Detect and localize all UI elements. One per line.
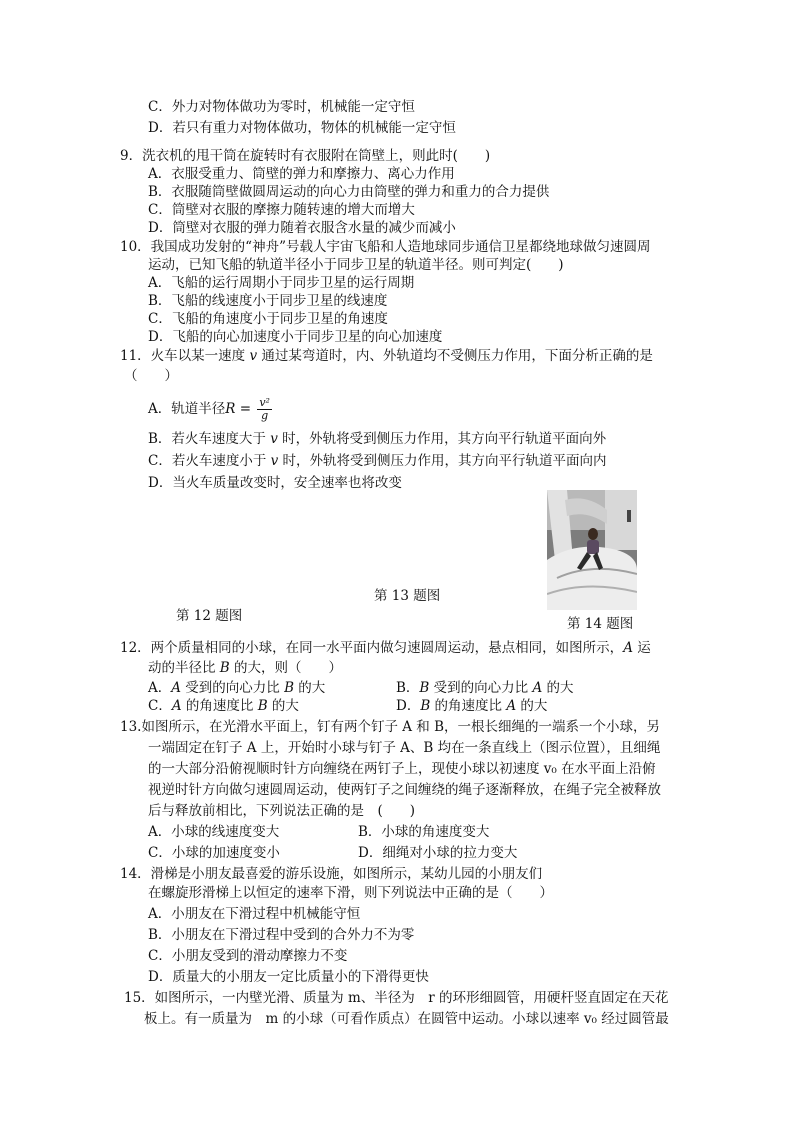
q8-option-c: C．外力对物体做功为零时，机械能一定守恒: [148, 99, 415, 115]
q15-stem-line1: 15．如图所示，一内壁光滑、质量为 m、半径为 r 的环形细圆管，用硬杆竖直固定在天花: [124, 990, 669, 1006]
q10-option-d: D．飞船的向心加速度小于同步卫星的向心加速度: [148, 329, 443, 345]
q13-stem-line1: 13.如图所示，在光滑水平面上，钉有两个钉子 A 和 B，一根长细绳的一端系一个小球，另: [120, 719, 661, 735]
q13-stem-line5: 后与释放前相比，下列说法正确的是 ( ): [148, 803, 416, 819]
q9-option-a: A．衣服受重力、筒壁的弹力和摩擦力、离心力作用: [148, 166, 455, 182]
slide-photo: [547, 490, 637, 610]
q11-option-a: A．轨道半径R = $\frac{\text{v²}}{g}$: [148, 396, 270, 422]
caption-figure-12: 第 12 题图: [176, 608, 243, 624]
q8-option-d: D．若只有重力对物体做功，物体的机械能一定守恒: [148, 120, 456, 136]
q9-option-d: D．筒壁对衣服的弹力随着衣服含水量的减少而减小: [148, 220, 456, 236]
q15-stem-line2: 板上。有一质量为 m 的小球（可看作质点）在圆管中运动。小球以速率 v₀ 经过圆管最: [144, 1011, 669, 1027]
q9-option-b: B．衣服随筒壁做圆周运动的向心力由筒壁的弹力和重力的合力提供: [148, 184, 550, 200]
q10-option-b: B．飞船的线速度小于同步卫星的线速度: [148, 293, 388, 309]
caption-figure-13: 第 13 题图: [374, 588, 441, 604]
q13-option-a: A．小球的线速度变大: [148, 824, 280, 840]
q13-option-b: B．小球的角速度变大: [358, 824, 490, 840]
q11-option-b: B．若火车速度大于 v 时，外轨将受到侧压力作用，其方向平行轨道平面向外: [148, 431, 607, 447]
q11-option-c: C．若火车速度小于 v 时，外轨将受到侧压力作用，其方向平行轨道平面向内: [148, 453, 607, 469]
caption-figure-14: 第 14 题图: [567, 616, 634, 632]
q12-option-a: A．A 受到的向心力比 B 的大: [148, 680, 326, 696]
q10-option-a: A．飞船的运行周期小于同步卫星的运行周期: [148, 275, 415, 291]
fraction: $\frac{\text{v²}}{g}$: [259, 396, 270, 422]
q9-option-c: C．筒壁对衣服的摩擦力随转速的增大而增大: [148, 202, 415, 218]
q11-stem-line1: 11．火车以某一速度 v 通过某弯道时，内、外轨道均不受侧压力作用，下面分析正确的是: [120, 348, 653, 364]
q12-option-c: C．A 的角速度比 B 的大: [148, 698, 299, 714]
q13-stem-line2: 一端固定在钉子 A 上，开始时小球与钉子 A、B 均在一条直线上（图示位置），且细绳: [148, 740, 661, 756]
q12-stem-line2: 动的半径比 B 的大，则（ ）: [148, 660, 343, 676]
q14-option-b: B．小朋友在下滑过程中受到的合外力不为零: [148, 927, 415, 943]
q11-stem-line2: （ ）: [124, 368, 178, 384]
q13-option-c: C．小球的加速度变小: [148, 845, 280, 861]
q12-stem-line1: 12．两个质量相同的小球，在同一水平面内做匀速圆周运动，悬点相同，如图所示，A 运: [120, 640, 651, 656]
q11-option-d: D．当火车质量改变时，安全速率也将改变: [148, 475, 402, 491]
q14-stem-line1: 14．滑梯是小朋友最喜爱的游乐设施，如图所示，某幼儿园的小朋友们: [120, 866, 543, 882]
q13-option-d: D．细绳对小球的拉力变大: [358, 845, 518, 861]
q14-stem-line2: 在螺旋形滑梯上以恒定的速率下滑，则下列说法中正确的是（ ）: [148, 885, 553, 901]
q14-option-c: C．小朋友受到的滑动摩擦力不变: [148, 948, 348, 964]
q10-stem-line2: 运动，已知飞船的轨道半径小于同步卫星的轨道半径。则可判定( ): [148, 257, 564, 273]
q9-stem: 9．洗衣机的甩干筒在旋转时有衣服附在筒壁上，则此时( ): [120, 148, 491, 164]
q12-option-b: B．B 受到的向心力比 A 的大: [396, 680, 574, 696]
q13-stem-line4: 视逆时针方向做匀速圆周运动，使两钉子之间缠绕的绳子逐渐释放，在绳子完全被释放: [148, 782, 661, 798]
q14-option-a: A．小朋友在下滑过程中机械能守恒: [148, 906, 361, 922]
q14-option-d: D．质量大的小朋友一定比质量小的下滑得更快: [148, 969, 429, 985]
q12-option-d: D．B 的角速度比 A 的大: [396, 698, 548, 714]
q13-stem-line3: 的一大部分沿俯视顺时针方向缠绕在两钉子上，现使小球以初速度 v₀ 在水平面上沿俯: [148, 761, 656, 777]
q10-stem-line1: 10．我国成功发射的“神舟”号载人宇宙飞船和人造地球同步通信卫星都绕地球做匀速圆周: [120, 239, 651, 255]
q10-option-c: C．飞船的角速度小于同步卫星的角速度: [148, 311, 388, 327]
spiral-slide-image: [547, 490, 637, 610]
